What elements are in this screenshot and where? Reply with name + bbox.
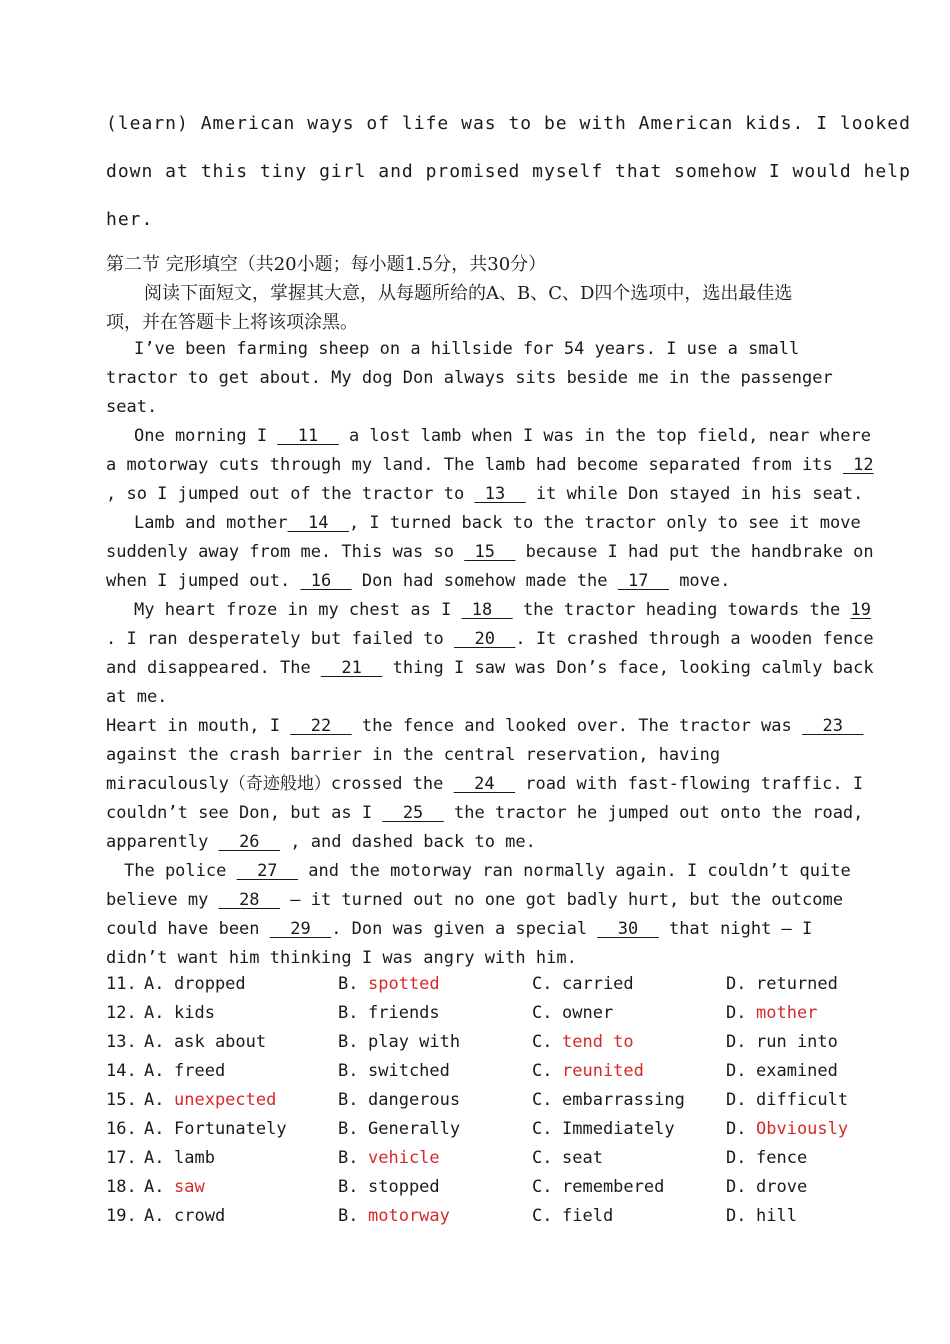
option-d[interactable]	[726, 1202, 797, 1230]
blank-11: 11	[277, 426, 339, 446]
option-text: reunited	[562, 1061, 644, 1081]
paragraph-line: down at this tiny girl and promised myself that somehow I would help	[106, 161, 911, 182]
passage-line: Heart in mouth, I 22 the fence and looked over. The tractor was 23	[106, 716, 864, 736]
option-text: play with	[368, 1032, 461, 1052]
question-number: 18.	[106, 1177, 137, 1197]
question-row	[106, 1086, 866, 1114]
option-text: freed	[174, 1061, 226, 1081]
option-letter: C.	[532, 1032, 553, 1052]
option-a[interactable]	[144, 1115, 287, 1143]
option-c[interactable]	[532, 1202, 613, 1230]
option-letter: A.	[144, 1177, 165, 1197]
option-letter: D.	[726, 1003, 747, 1023]
question-row	[106, 970, 866, 998]
option-letter: C.	[532, 1119, 553, 1139]
option-a[interactable]	[144, 1086, 276, 1114]
passage-line: didn’t want him thinking I was angry with him.	[106, 948, 577, 968]
question-number: 19.	[106, 1206, 137, 1226]
option-text: dangerous	[368, 1090, 461, 1110]
option-letter: D.	[726, 1032, 747, 1052]
option-text: switched	[368, 1061, 450, 1081]
option-letter: C.	[532, 1090, 553, 1110]
option-text: Immediately	[562, 1119, 675, 1139]
option-b[interactable]	[338, 1028, 460, 1056]
option-text: returned	[756, 974, 838, 994]
option-d[interactable]	[726, 1086, 848, 1114]
option-a[interactable]	[144, 999, 215, 1027]
passage-line: believe my 28 — it turned out no one got badly hurt, but the outcome	[106, 890, 843, 910]
option-letter: D.	[726, 1090, 747, 1110]
option-text: fence	[756, 1148, 808, 1168]
option-c[interactable]	[532, 1086, 685, 1114]
question-row	[106, 1028, 866, 1056]
option-letter: B.	[338, 1003, 359, 1023]
question-number: 17.	[106, 1148, 137, 1168]
option-letter: A.	[144, 1119, 165, 1139]
option-b[interactable]	[338, 1202, 450, 1230]
option-a[interactable]	[144, 1057, 225, 1085]
option-d[interactable]	[726, 1057, 838, 1085]
option-text: dropped	[174, 974, 246, 994]
option-c[interactable]	[532, 1144, 603, 1172]
blank-25: 25	[382, 803, 444, 823]
directions-line: 项，并在答题卡上将该项涂黑。	[106, 312, 358, 333]
option-letter: B.	[338, 1206, 359, 1226]
paragraph-line: (learn) American ways of life was to be with American kids. I looked	[106, 113, 911, 134]
option-letter: A.	[144, 1090, 165, 1110]
option-letter: C.	[532, 1003, 553, 1023]
passage-line: tractor to get about. My dog Don always sits beside me in the passenger	[106, 368, 833, 388]
option-letter: A.	[144, 1206, 165, 1226]
blank-29: 29	[269, 919, 332, 939]
question-row	[106, 1202, 866, 1230]
option-letter: D.	[726, 1177, 747, 1197]
option-letter: D.	[726, 1148, 747, 1168]
option-c[interactable]	[532, 1115, 675, 1143]
option-letter: A.	[144, 1148, 165, 1168]
blank-22: 22	[290, 716, 352, 736]
question-row	[106, 1057, 866, 1085]
question-row	[106, 1144, 866, 1172]
option-c[interactable]	[532, 970, 634, 998]
option-text: owner	[562, 1003, 614, 1023]
paragraph-line: her.	[106, 209, 154, 230]
option-b[interactable]	[338, 1057, 450, 1085]
option-text: Generally	[368, 1119, 461, 1139]
option-text: ask about	[174, 1032, 267, 1052]
passage-line: apparently 26 , and dashed back to me.	[106, 832, 536, 852]
passage-line: couldn’t see Don, but as I 25 the tractor he jumped out onto the road,	[106, 803, 864, 823]
option-letter: D.	[726, 1061, 747, 1081]
option-a[interactable]	[144, 1144, 215, 1172]
directions-line: 阅读下面短文，掌握其大意，从每题所给的A、B、C、D四个选项中，选出最佳选	[144, 283, 793, 304]
option-letter: C.	[532, 1061, 553, 1081]
option-text: hill	[756, 1206, 797, 1226]
option-text: crowd	[174, 1206, 226, 1226]
option-text: examined	[756, 1061, 838, 1081]
passage-line: Lamb and mother 14 , I turned back to the tractor only to see it move	[134, 513, 861, 533]
passage-line: when I jumped out. 16 Don had somehow made the 17 move.	[106, 571, 731, 591]
passage-line: against the crash barrier in the central reservation, having	[106, 745, 721, 765]
option-text: stopped	[368, 1177, 440, 1197]
option-b[interactable]	[338, 970, 440, 998]
option-letter: B.	[338, 974, 359, 994]
option-letter: B.	[338, 1061, 359, 1081]
option-b[interactable]	[338, 1115, 460, 1143]
option-c[interactable]	[532, 1028, 634, 1056]
passage-line: a motorway cuts through my land. The lamb had become separated from its 12	[106, 455, 874, 475]
option-letter: A.	[144, 974, 165, 994]
option-b[interactable]	[338, 1086, 460, 1114]
option-c[interactable]	[532, 1057, 644, 1085]
option-text: lamb	[174, 1148, 215, 1168]
option-text: unexpected	[174, 1090, 277, 1110]
passage-line: could have been 29 . Don was given a special 30 that night — I	[106, 919, 813, 939]
option-text: vehicle	[368, 1148, 440, 1168]
option-text: tend to	[562, 1032, 634, 1052]
passage-line: The police 27 and the motorway ran normally again. I couldn’t quite	[124, 861, 851, 881]
passage-line: My heart froze in my chest as I 18 the tractor heading towards the 19	[134, 600, 871, 620]
option-letter: A.	[144, 1032, 165, 1052]
option-text: spotted	[368, 974, 440, 994]
question-number: 16.	[106, 1119, 137, 1139]
option-a[interactable]	[144, 1202, 225, 1230]
passage-line: miraculously（奇迹般地）crossed the 24 road with fast-flowing traffic. I	[106, 774, 864, 794]
option-d[interactable]	[726, 1115, 848, 1143]
option-text: seat	[562, 1148, 603, 1168]
blank-17: 17	[617, 571, 669, 591]
question-number: 11.	[106, 974, 137, 994]
option-text: embarrassing	[562, 1090, 685, 1110]
question-number: 12.	[106, 1003, 137, 1023]
option-letter: A.	[144, 1061, 165, 1081]
option-text: field	[562, 1206, 614, 1226]
passage-line: seat.	[106, 397, 158, 417]
question-number: 15.	[106, 1090, 137, 1110]
blank-24: 24	[453, 774, 516, 794]
option-letter: D.	[726, 974, 747, 994]
option-letter: D.	[726, 1206, 747, 1226]
option-d[interactable]	[726, 970, 838, 998]
passage-line: . I ran desperately but failed to 20 . It crashed through a wooden fence	[106, 629, 874, 649]
option-letter: B.	[338, 1148, 359, 1168]
passage-line: at me.	[106, 687, 168, 707]
option-text: run into	[756, 1032, 838, 1052]
option-letter: C.	[532, 1206, 553, 1226]
passage-line: One morning I 11 a lost lamb when I was in the top field, near where	[134, 426, 871, 446]
question-number: 14.	[106, 1061, 137, 1081]
option-text: Fortunately	[174, 1119, 287, 1139]
option-letter: B.	[338, 1090, 359, 1110]
option-text: motorway	[368, 1206, 450, 1226]
option-text: drove	[756, 1177, 808, 1197]
passage-line: , so I jumped out of the tractor to 13 it while Don stayed in his seat.	[106, 484, 864, 504]
option-letter: B.	[338, 1032, 359, 1052]
option-text: saw	[174, 1177, 205, 1197]
blank-23: 23	[802, 716, 864, 736]
option-text: kids	[174, 1003, 215, 1023]
option-c[interactable]	[532, 999, 613, 1027]
question-row	[106, 1173, 866, 1201]
option-text: mother	[756, 1003, 818, 1023]
option-text: friends	[368, 1003, 440, 1023]
option-d[interactable]	[726, 1173, 807, 1201]
option-a[interactable]	[144, 970, 246, 998]
option-letter: C.	[532, 974, 553, 994]
blank-30: 30	[597, 919, 659, 939]
option-a[interactable]	[144, 1028, 266, 1056]
option-a[interactable]	[144, 1173, 205, 1201]
blank-12: 12	[842, 455, 874, 475]
passage-line: I’ve been farming sheep on a hillside for 54 years. I use a small	[134, 339, 800, 359]
option-letter: A.	[144, 1003, 165, 1023]
blank-20: 20	[454, 629, 516, 649]
option-text: Obviously	[756, 1119, 849, 1139]
option-d[interactable]	[726, 1144, 807, 1172]
blank-15: 15	[464, 542, 516, 562]
option-c[interactable]	[532, 1173, 664, 1201]
option-letter: C.	[532, 1148, 553, 1168]
option-text: difficult	[756, 1090, 849, 1110]
option-b[interactable]	[338, 1144, 440, 1172]
option-d[interactable]	[726, 999, 817, 1027]
blank-14: 14	[287, 513, 349, 533]
option-letter: C.	[532, 1177, 553, 1197]
option-text: remembered	[562, 1177, 665, 1197]
option-b[interactable]	[338, 999, 440, 1027]
blank-26: 26	[218, 832, 281, 852]
blank-16: 16	[300, 571, 352, 591]
blank-13: 13	[474, 484, 526, 504]
question-row	[106, 999, 866, 1027]
blank-27: 27	[236, 861, 299, 881]
blank-21: 21	[320, 658, 383, 678]
question-number: 13.	[106, 1032, 137, 1052]
blank-18: 18	[461, 600, 513, 620]
option-letter: D.	[726, 1119, 747, 1139]
blank-28: 28	[218, 890, 281, 910]
option-b[interactable]	[338, 1173, 440, 1201]
section-title: 第二节 完形填空（共20小题；每小题1.5分，共30分）	[106, 254, 547, 275]
blank-19: 19	[850, 600, 871, 620]
option-d[interactable]	[726, 1028, 838, 1056]
option-letter: B.	[338, 1119, 359, 1139]
passage-line: and disappeared. The 21 thing I saw was Don’s face, looking calmly back	[106, 658, 874, 678]
option-letter: B.	[338, 1177, 359, 1197]
option-text: carried	[562, 974, 634, 994]
question-row	[106, 1115, 866, 1143]
passage-line: suddenly away from me. This was so 15 because I had put the handbrake on	[106, 542, 874, 562]
